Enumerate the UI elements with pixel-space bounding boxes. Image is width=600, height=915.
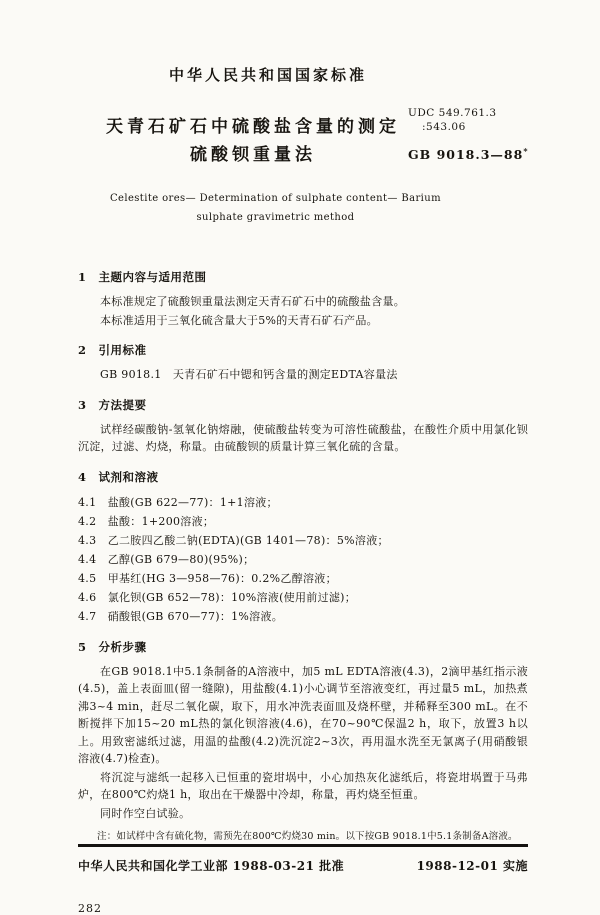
reagent-item: 4.4 乙醇(GB 679—80)(95%)； (78, 552, 255, 566)
section-heading: 2 引用标准 (78, 343, 147, 357)
paragraph: 在GB 9018.1中5.1条制备的A溶液中，加5 mL EDTA溶液(4.3)，2滴甲基红指示液(4.5)，盖上表面皿(留一缝隙)，用盐酸(4.1)小心调节至溶液变红，再过量5 mL，加热煮沸3~4 min，赶尽二氧化碳，取下，用水冲洗表面皿及烧杯壁，并稀释至300 mL。在不断搅拌下加15~20 mL热的氯化钡溶液(4.6)，在70~90℃保温2 h，取下，放置3 h以上。用致密滤纸过滤，用温的盐酸(4.2)洗沉淀2~3次，再用温水洗至无氯离子(用硝酸银溶液(4.7)检查)。 (78, 664, 528, 765)
implementation-date: 1988-12-01 实施 (416, 859, 528, 873)
paragraph: 本标准适用于三氧化硫含量大于5%的天青石矿石产品。 (100, 313, 378, 327)
english-title-line1: Celestite ores— Determination of sulphate content— Barium (109, 193, 441, 204)
footer-divider (78, 844, 528, 847)
reagent-item: 4.7 硝酸银(GB 670—77)：1%溶液。 (78, 609, 284, 623)
standard-number-text: GB 9018.3—88 (408, 147, 524, 163)
udc-code-line1: UDC 549.761.3 (408, 107, 497, 119)
document-header (78, 64, 528, 227)
section-scope (78, 269, 528, 329)
reagent-item: 4.3 乙二胺四乙酸二钠(EDTA)(GB 1401—78)：5%溶液； (78, 533, 389, 547)
standard-number (408, 146, 528, 162)
paragraph: 同时作空白试验。 (100, 806, 191, 820)
standard-number-footnote-mark: * (523, 146, 529, 156)
document-footer (78, 844, 528, 915)
page-number: 282 (78, 902, 102, 915)
section-heading: 3 方法提要 (78, 397, 147, 412)
english-title-line2: sulphate gravimetric method (196, 212, 355, 223)
footer-row (78, 857, 528, 874)
section-method-summary (78, 397, 528, 456)
approval-statement: 中华人民共和国化学工业部 1988-03-21 批准 (78, 859, 345, 873)
reagent-item: 4.2 盐酸：1+200溶液； (78, 514, 215, 528)
note-paragraph: 注：如试样中含有硫化物，需预先在800℃灼烧30 min。以下按GB 9018.1中5.1条制备A溶液。 (97, 831, 518, 842)
paragraph: GB 9018.1 天青石矿石中锶和钙含量的测定EDTA容量法 (100, 368, 398, 381)
udc-code-line2: :543.06 (422, 121, 466, 133)
paragraph: 本标准规定了硫酸钡重量法测定天青石矿石中的硫酸盐含量。 (100, 295, 406, 308)
section-heading: 5 分析步骤 (78, 639, 147, 654)
section-heading: 4 试剂和溶液 (78, 469, 159, 484)
standard-info-block (408, 106, 528, 162)
document-body (78, 256, 528, 844)
document-title-line1: 天青石矿石中硫酸盐含量的测定 (106, 117, 400, 137)
reagent-item: 4.1 盐酸(GB 622—77)：1+1溶液； (78, 495, 278, 509)
paragraph: 试样经碳酸钠-氢氧化钠熔融，使硫酸盐转变为可溶性硫酸盐，在酸性介质中用氯化钡沉淀，过滤、灼烧，称量。由硫酸钡的质量计算三氧化硫的含量。 (78, 422, 528, 453)
section-reagents (78, 469, 528, 626)
section-referenced-standards (78, 342, 528, 384)
english-title (78, 189, 528, 227)
paragraph: 将沉淀与滤纸一起移入已恒重的瓷坩埚中，小心加热灰化滤纸后，将瓷坩埚置于马弗炉，在800℃灼烧1 h，取出在干燥器中冷却，称量，再灼烧至恒重。 (78, 770, 528, 801)
reagent-item: 4.6 氯化钡(GB 652—78)：10%溶液(使用前过滤)； (78, 590, 357, 604)
national-standard-label: 中华人民共和国国家标准 (168, 66, 367, 84)
document-title-line2: 硫酸钡重量法 (190, 145, 316, 165)
section-procedure (78, 639, 528, 845)
reagent-item: 4.5 甲基红(HG 3—958—76)：0.2%乙醇溶液； (78, 571, 337, 585)
section-heading: 1 主题内容与适用范围 (78, 270, 207, 284)
